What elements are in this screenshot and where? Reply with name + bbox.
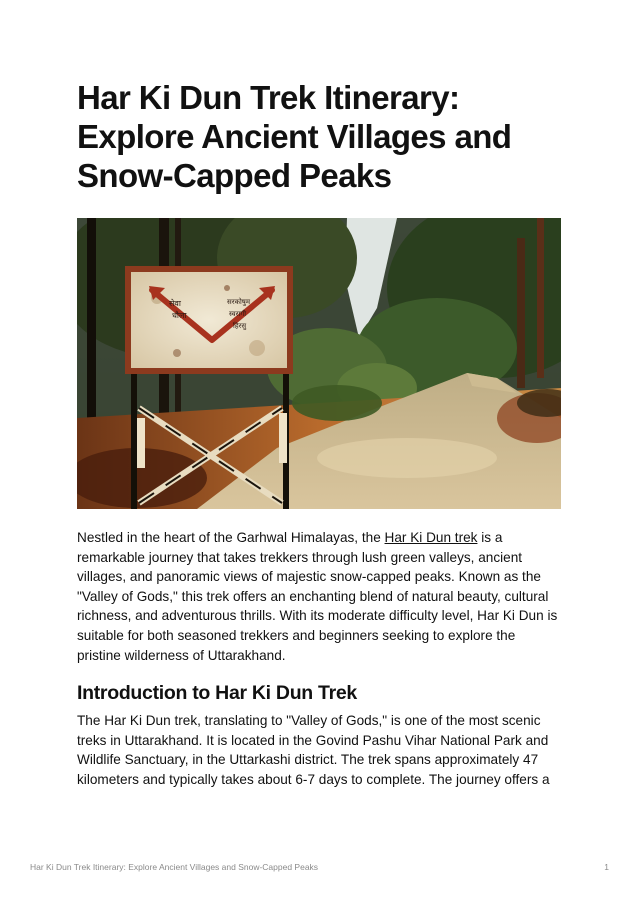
sign-text-right-3: हिरसु [233, 322, 247, 330]
section-heading: Introduction to Har Ki Dun Trek [77, 682, 357, 704]
sign-text-left-1: सेवा [169, 299, 181, 308]
sign-text-left-2: धौला [172, 311, 187, 320]
page-title: Har Ki Dun Trek Itinerary: Explore Ancient Villages and Snow-Capped Peaks [77, 79, 512, 194]
sign-text-right-1: सरकोषुम [227, 298, 251, 306]
intro-paragraph [77, 528, 561, 665]
footer-title: Har Ki Dun Trek Itinerary: Explore Ancient Villages and Snow-Capped Peaks [30, 862, 319, 872]
sign-text-right-2: स्वरागी [229, 310, 247, 318]
intro-text-start: Nestled in the heart of the Garhwal Himalayas, the [77, 530, 385, 545]
intro-text-end: is a remarkable journey that takes trekkers through lush green valleys, ancient villages, and panoramic views of majestic snow-capped peaks. Known as the "Valley of Gods," this trek offers an enchanting blend of natural beauty, cultural richness, and adventurous thrills. With its moderate difficulty level, Har Ki Dun is suitable for both seasoned trekkers and beginners seeking to explore the pristine wilderness of Uttarakhand. [77, 530, 558, 663]
page-number: 1 [604, 862, 609, 872]
hero-photo-trail-signboard [77, 218, 561, 509]
signboard [125, 266, 293, 374]
section-paragraph: The Har Ki Dun trek, translating to "Valley of Gods," is one of the most scenic treks in Uttarakhand. It is located in the Govind Pashu Vihar National Park and Wildlife Sanctuary, in the Uttarkashi district. The trek spans approximately 47 kilometers and typically takes about 6-7 days to complete. The journey offers a [77, 713, 550, 787]
har-ki-dun-trek-link[interactable]: Har Ki Dun trek [384, 530, 478, 545]
